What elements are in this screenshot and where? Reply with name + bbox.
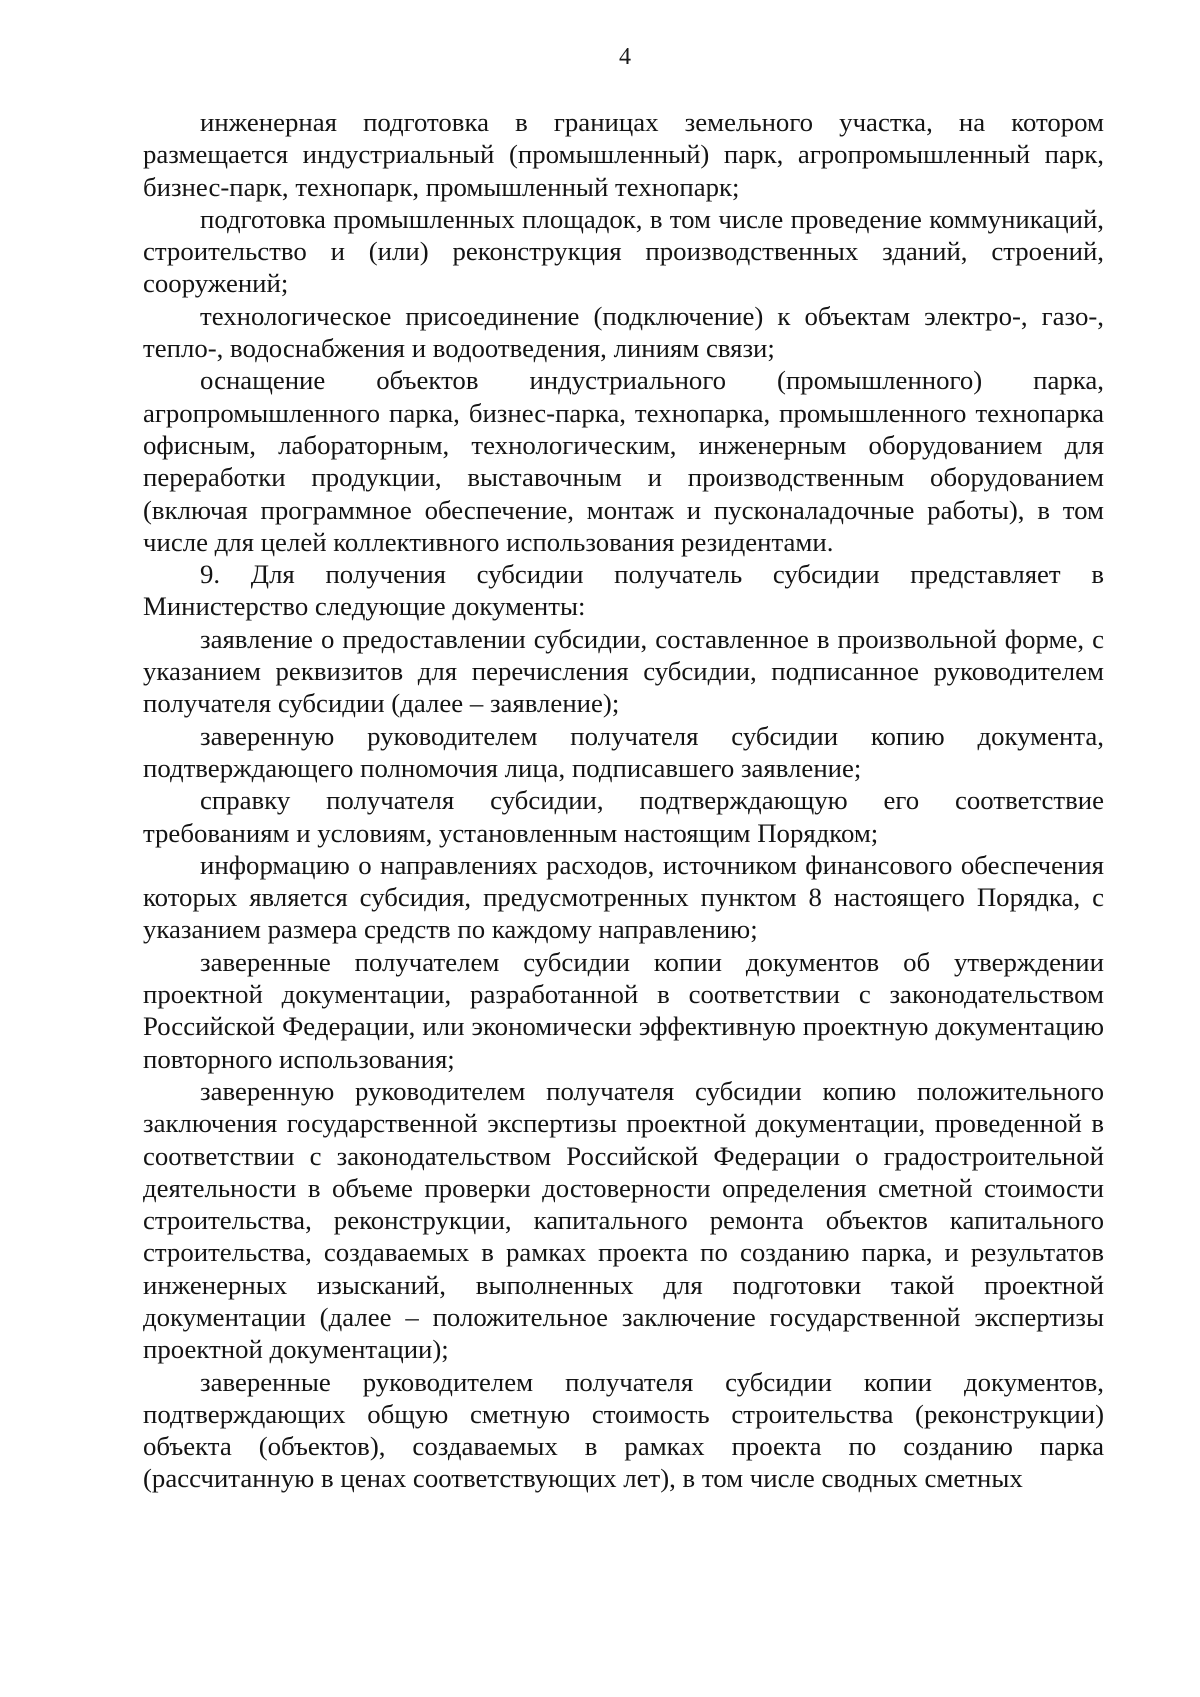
paragraph-expense-information: информацию о направлениях расходов, источником финансового обеспечения которых является субсидия, предусмотренных пунктом 8 настоящего Порядка, с указанием размера средств по каждому направлению; — [143, 849, 1104, 945]
paragraph-engineering-preparation: инженерная подготовка в границах земельного участка, на котором размещается индустриальный (промышленный) парк, агропромышленный парк, бизнес-парк, технопарк, промышленный технопарк; — [143, 107, 1104, 202]
paragraph-state-expertise: заверенную руководителем получателя субсидии копию положительного заключения государственной экспертизы проектной документации, проведенной в соответствии с законодательством Российской Федерации о градостроительной деятельности в объеме проверки достоверности определения сметной стоимости строительства, реконструкции, капитального ремонта объектов капитального строительства, создаваемых в рамках проекта по созданию парка, и результатов инженерных изысканий, выполненных для подготовки такой проектной документации (далее – положительное заключение государственной экспертизы проектной документации); — [143, 1075, 1104, 1365]
paragraph-compliance-certificate: справку получателя субсидии, подтверждающую его соответствие требованиям и условиям, установленным настоящим Порядком; — [143, 785, 1104, 848]
paragraph-utility-connection: технологическое присоединение (подключение) к объектам электро-, газо-, тепло-, водоснабжения и водоотведения, линиям связи; — [143, 300, 1104, 364]
paragraph-site-preparation: подготовка промышленных площадок, в том числе проведение коммуникаций, строительство и (или) реконструкция производственных зданий, строений, сооружений; — [143, 203, 1104, 299]
paragraph-design-approval: заверенные получателем субсидии копии документов об утверждении проектной документации, разработанной в соответствии с законодательством Российской Федерации, или экономически эффективную проектную документацию повторного использования; — [143, 946, 1104, 1074]
paragraph-application: заявление о предоставлении субсидии, составленное в произвольной форме, с указанием реквизитов для перечисления субсидии, подписанное руководителем получателя субсидии (далее – заявление); — [143, 623, 1104, 719]
paragraph-clause-9: 9. Для получения субсидии получатель субсидии представляет в Министерство следующие документы: — [143, 559, 1104, 622]
paragraph-authority-document: заверенную руководителем получателя субсидии копию документа, подтверждающего полномочия лица, подписавшего заявление; — [143, 720, 1104, 783]
page-number: 4 — [619, 44, 631, 70]
paragraph-equipment: оснащение объектов индустриального (промышленного) парка, агропромышленного парка, бизнес-парка, технопарка, промышленного технопарка офисным, лабораторным, технологическим, инженерным оборудованием для переработки продукции, выставочным и производственным оборудованием (включая программное обеспечение, монтаж и пусконаладочные работы), в том числе для целей коллективного использования резидентами. — [143, 365, 1104, 557]
paragraph-estimate-cost: заверенные руководителем получателя субсидии копии документов, подтверждающих общую сметную стоимость строительства (реконструкции) объекта (объектов), создаваемых в рамках проекта по созданию парка (рассчитанную в ценах соответствующих лет), в том числе сводных сметных — [143, 1366, 1104, 1494]
document-body — [143, 106, 1104, 1495]
